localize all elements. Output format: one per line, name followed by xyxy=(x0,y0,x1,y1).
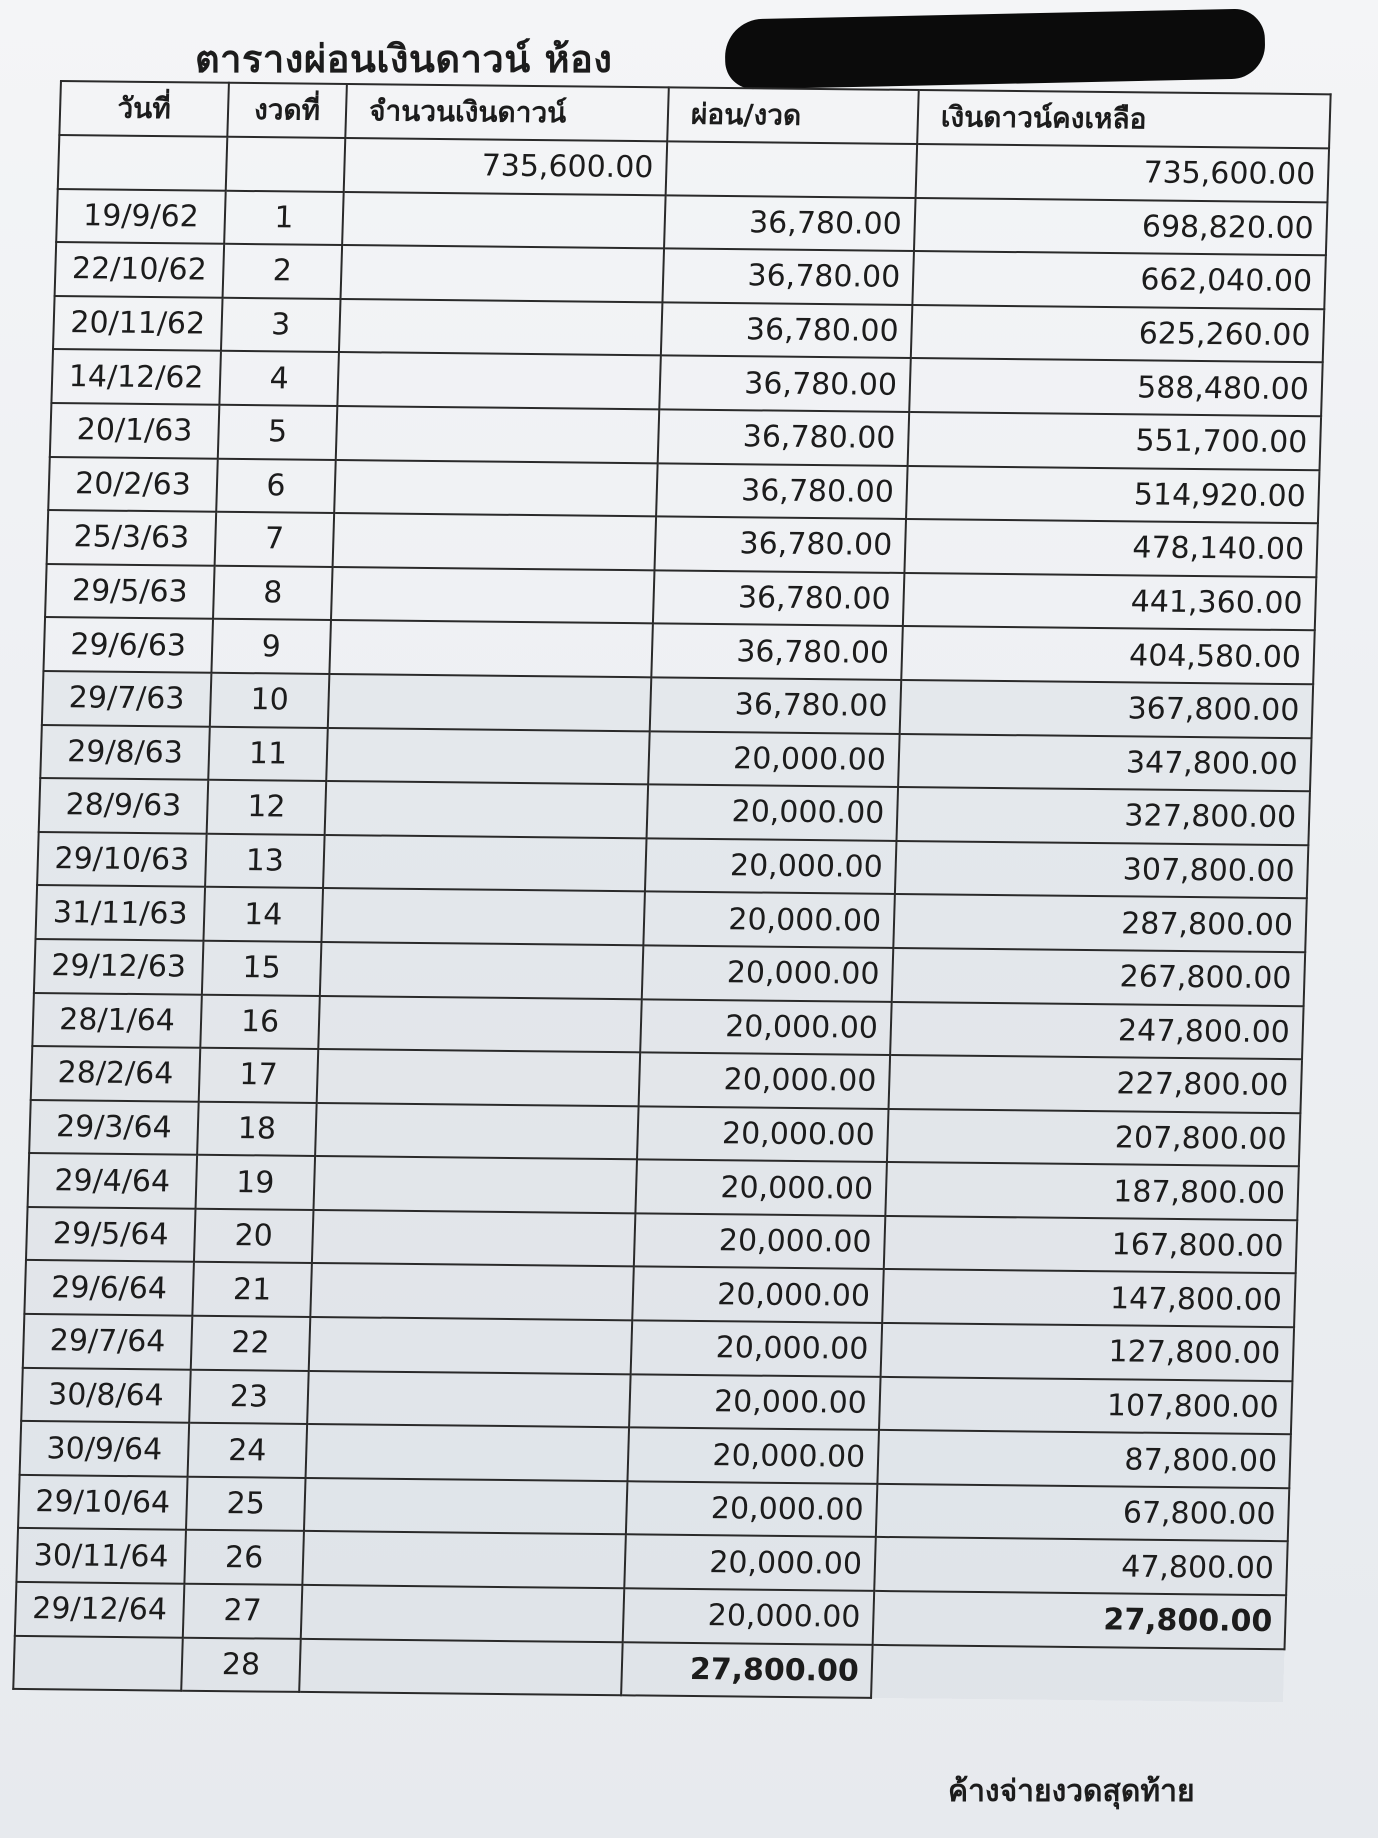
down-amount-cell xyxy=(341,245,665,302)
installment-no-cell: 3 xyxy=(221,298,341,353)
payment-cell: 20,000.00 xyxy=(627,1428,879,1484)
balance-cell: 207,800.00 xyxy=(887,1109,1300,1167)
initial-down-amount: 735,600.00 xyxy=(344,138,668,195)
installment-no-cell: 18 xyxy=(197,1101,317,1156)
balance-cell: 27,800.00 xyxy=(873,1591,1286,1649)
date-cell: 20/11/62 xyxy=(53,296,223,351)
date-cell: 29/12/63 xyxy=(34,939,204,994)
payment-cell: 20,000.00 xyxy=(623,1588,875,1644)
payment-cell: 20,000.00 xyxy=(639,1052,891,1108)
down-amount-cell xyxy=(325,781,649,838)
date-cell: 28/1/64 xyxy=(32,992,202,1047)
payment-cell: 36,780.00 xyxy=(662,249,914,305)
balance-cell: 87,800.00 xyxy=(877,1430,1290,1488)
payment-cell: 36,780.00 xyxy=(650,677,902,733)
payment-cell: 20,000.00 xyxy=(629,1374,881,1430)
down-amount-cell xyxy=(323,835,647,892)
date-cell: 31/11/63 xyxy=(36,885,206,940)
date-cell: 28/9/63 xyxy=(39,778,209,833)
balance-cell: 367,800.00 xyxy=(900,680,1313,738)
balance-cell: 247,800.00 xyxy=(890,1001,1303,1059)
payment-cell: 20,000.00 xyxy=(643,892,895,948)
down-amount-cell xyxy=(320,942,644,999)
balance-cell: 67,800.00 xyxy=(876,1484,1289,1542)
installment-no-cell: 8 xyxy=(213,565,333,620)
down-amount-cell xyxy=(315,1103,639,1160)
final-balance-cell xyxy=(871,1645,1284,1703)
balance-cell: 107,800.00 xyxy=(879,1377,1292,1435)
payment-cell: 20,000.00 xyxy=(624,1535,876,1591)
redaction-scribble xyxy=(724,8,1265,89)
final-payment: 27,800.00 xyxy=(621,1642,873,1698)
date-cell: 22/10/62 xyxy=(55,242,225,297)
installment-no-cell: 5 xyxy=(218,405,338,460)
date-cell: 29/10/64 xyxy=(18,1475,188,1530)
installment-no-cell: 1 xyxy=(224,190,344,245)
balance-cell: 514,920.00 xyxy=(906,466,1319,524)
installment-no-cell: 27 xyxy=(183,1584,303,1639)
balance-cell: 441,360.00 xyxy=(903,573,1316,631)
date-cell: 29/6/63 xyxy=(43,617,213,672)
payment-cell: 20,000.00 xyxy=(635,1160,887,1216)
payment-schedule-table xyxy=(12,80,1331,1703)
balance-cell: 404,580.00 xyxy=(901,626,1314,684)
down-amount-cell xyxy=(326,728,650,785)
balance-cell: 698,820.00 xyxy=(914,198,1327,256)
installment-no-cell: 12 xyxy=(207,780,327,835)
header-balance: เงินดาวน์คงเหลือ xyxy=(917,90,1330,148)
date-cell: 29/8/63 xyxy=(40,725,210,780)
header-installment-no: งวดที่ xyxy=(227,83,347,138)
schedule-table-wrap xyxy=(12,80,1331,1703)
installment-no-cell: 23 xyxy=(189,1369,309,1424)
payment-cell: 36,780.00 xyxy=(659,356,911,412)
down-amount-cell xyxy=(337,352,661,409)
balance-cell: 147,800.00 xyxy=(882,1269,1295,1327)
date-cell: 29/3/64 xyxy=(29,1100,199,1155)
payment-cell: 20,000.00 xyxy=(648,731,900,787)
date-cell: 29/5/63 xyxy=(45,564,215,619)
down-amount-cell xyxy=(329,620,653,677)
payment-cell: 20,000.00 xyxy=(631,1320,883,1376)
balance-cell: 227,800.00 xyxy=(889,1055,1302,1113)
header-payment: ผ่อน/งวด xyxy=(667,87,919,144)
payment-cell: 20,000.00 xyxy=(626,1481,878,1537)
balance-cell: 327,800.00 xyxy=(896,787,1309,845)
date-cell: 19/9/62 xyxy=(56,189,226,244)
balance-cell: 127,800.00 xyxy=(881,1323,1294,1381)
down-amount-cell xyxy=(307,1371,631,1428)
payment-cell: 20,000.00 xyxy=(645,838,897,894)
installment-no-cell: 25 xyxy=(186,1477,306,1532)
date-cell: 30/11/64 xyxy=(16,1528,186,1583)
down-amount-cell xyxy=(313,1156,637,1213)
balance-cell: 588,480.00 xyxy=(909,358,1322,416)
installment-no-cell: 6 xyxy=(216,458,336,513)
down-amount-cell xyxy=(334,460,658,517)
payment-cell: 20,000.00 xyxy=(634,1213,886,1269)
installment-no-cell: 24 xyxy=(188,1423,308,1478)
initial-balance: 735,600.00 xyxy=(916,144,1329,202)
payment-cell: 36,780.00 xyxy=(658,409,910,465)
installment-no-cell: 4 xyxy=(219,351,339,406)
initial-payment-cell xyxy=(666,141,918,197)
payment-cell: 20,000.00 xyxy=(640,999,892,1055)
date-cell: 29/5/64 xyxy=(26,1207,196,1262)
installment-no-cell: 22 xyxy=(191,1316,311,1371)
installment-no-cell: 20 xyxy=(194,1209,314,1264)
installment-no-cell: 17 xyxy=(199,1048,319,1103)
date-cell: 29/10/63 xyxy=(37,832,207,887)
date-cell: 29/4/64 xyxy=(28,1153,198,1208)
installment-no-cell: 11 xyxy=(208,726,328,781)
down-amount-cell xyxy=(328,674,652,731)
down-amount-cell xyxy=(317,1049,641,1106)
date-cell: 20/2/63 xyxy=(48,457,218,512)
balance-cell: 187,800.00 xyxy=(885,1162,1298,1220)
balance-cell: 347,800.00 xyxy=(898,733,1311,791)
balance-cell: 267,800.00 xyxy=(892,948,1305,1006)
installment-no-cell: 14 xyxy=(203,887,323,942)
payment-cell: 20,000.00 xyxy=(632,1267,884,1323)
installment-no-cell: 21 xyxy=(192,1262,312,1317)
initial-no-cell xyxy=(226,137,346,192)
payment-cell: 36,780.00 xyxy=(651,624,903,680)
date-cell: 28/2/64 xyxy=(31,1046,201,1101)
balance-cell: 287,800.00 xyxy=(893,894,1306,952)
date-cell: 29/7/64 xyxy=(23,1314,193,1369)
payment-cell: 36,780.00 xyxy=(661,302,913,358)
down-amount-cell xyxy=(309,1317,633,1374)
date-cell: 14/12/62 xyxy=(51,349,221,404)
date-cell: 20/1/63 xyxy=(50,403,220,458)
balance-cell: 551,700.00 xyxy=(908,412,1321,470)
date-cell: 29/12/64 xyxy=(15,1582,185,1637)
balance-cell: 167,800.00 xyxy=(884,1216,1297,1274)
down-amount-cell xyxy=(301,1585,625,1642)
final-date-cell xyxy=(13,1636,183,1691)
final-installment-no: 28 xyxy=(181,1637,301,1692)
balance-cell: 47,800.00 xyxy=(874,1537,1287,1595)
installment-no-cell: 16 xyxy=(200,994,320,1049)
balance-cell: 478,140.00 xyxy=(904,519,1317,577)
final-note: ค้างจ่ายงวดสุดท้าย xyxy=(948,1774,1195,1809)
installment-no-cell: 26 xyxy=(184,1530,304,1585)
installment-no-cell: 13 xyxy=(205,833,325,888)
header-date: วันที่ xyxy=(59,81,229,137)
down-amount-cell xyxy=(336,406,660,463)
down-amount-cell xyxy=(304,1478,628,1535)
date-cell: 30/9/64 xyxy=(20,1421,190,1476)
date-cell: 30/8/64 xyxy=(21,1368,191,1423)
balance-cell: 662,040.00 xyxy=(912,251,1325,309)
payment-cell: 36,780.00 xyxy=(654,517,906,573)
down-amount-cell xyxy=(321,888,645,945)
header-down-amount: จำนวนเงินดาวน์ xyxy=(345,84,669,141)
installment-no-cell: 10 xyxy=(210,673,330,728)
balance-cell: 307,800.00 xyxy=(895,841,1308,899)
down-amount-cell xyxy=(312,1210,636,1267)
date-cell: 29/6/64 xyxy=(24,1260,194,1315)
installment-no-cell: 15 xyxy=(202,941,322,996)
down-amount-cell xyxy=(302,1531,626,1588)
down-amount-cell xyxy=(339,299,663,356)
down-amount-cell xyxy=(333,513,657,570)
down-amount-cell xyxy=(342,192,666,249)
payment-cell: 36,780.00 xyxy=(653,570,905,626)
date-cell: 29/7/63 xyxy=(42,671,212,726)
page-title: ตารางผ่อนเงินดาวน์ ห้อง xyxy=(195,37,613,81)
down-amount-cell xyxy=(318,995,642,1052)
installment-no-cell: 19 xyxy=(196,1155,316,1210)
final-down-amount-cell xyxy=(299,1639,623,1696)
payment-cell: 20,000.00 xyxy=(637,1106,889,1162)
down-amount-cell xyxy=(331,567,655,624)
date-cell: 25/3/63 xyxy=(47,510,217,565)
table-body xyxy=(13,135,1329,1702)
installment-no-cell: 2 xyxy=(223,244,343,299)
balance-cell: 625,260.00 xyxy=(911,305,1324,363)
down-amount-cell xyxy=(310,1263,634,1320)
payment-cell: 20,000.00 xyxy=(642,945,894,1001)
down-amount-cell xyxy=(306,1424,630,1481)
payment-cell: 20,000.00 xyxy=(647,784,899,840)
installment-no-cell: 9 xyxy=(211,619,331,674)
initial-date-cell xyxy=(58,135,228,190)
payment-cell: 36,780.00 xyxy=(664,195,916,251)
payment-cell: 36,780.00 xyxy=(656,463,908,519)
installment-no-cell: 7 xyxy=(215,512,335,567)
